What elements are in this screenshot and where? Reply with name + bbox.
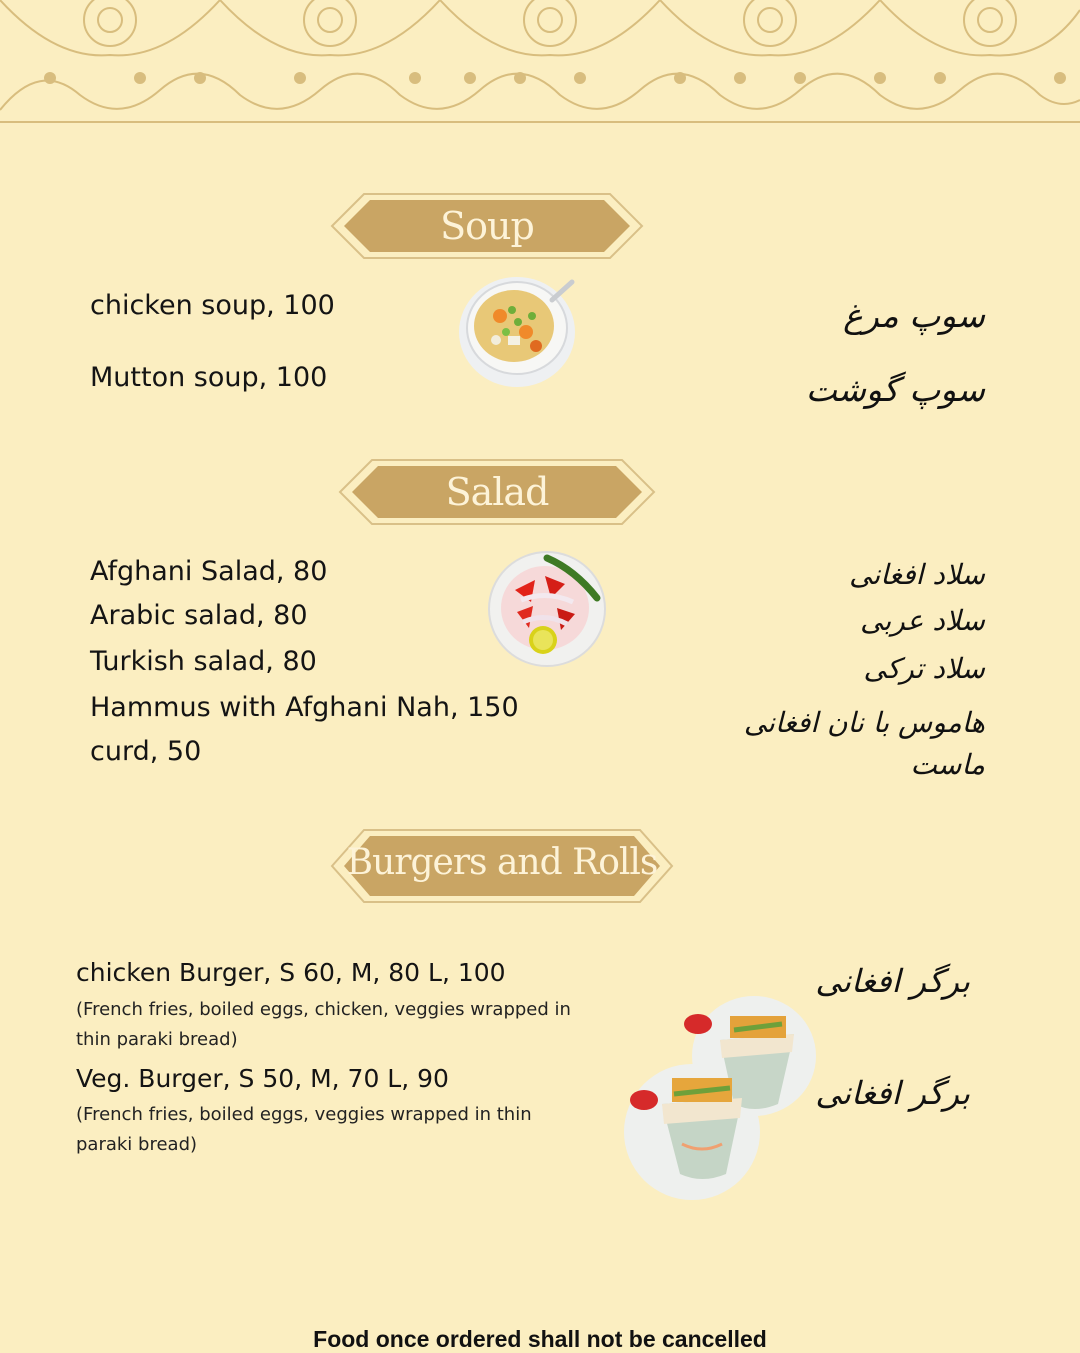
menu-item-chicken-burger-note: (French fries, boiled eggs, chicken, veggies wrapped in thin paraki bread): [76, 999, 571, 1050]
menu-item-hammus: Hammus with Afghani Nah, 150: [90, 692, 519, 723]
section-title-burgers: Burgers and Rolls: [346, 841, 658, 883]
menu-item-turkish-salad: Turkish salad, 80: [90, 646, 317, 677]
menu-item-veg-burger-note: (French fries, boiled eggs, veggies wrapped in thin paraki bread): [76, 1104, 532, 1155]
salad-plate-photo: [487, 550, 607, 668]
urdu-mutton-soup: سوپ گوشت: [805, 370, 985, 409]
urdu-hammus: هاموس با نان افغانی: [743, 706, 985, 739]
menu-item-veg-burger: Veg. Burger, S 50, M, 70 L, 90: [76, 1064, 449, 1093]
urdu-afghani-salad: سلاد افغانی: [849, 558, 985, 591]
soup-banner: [330, 190, 644, 262]
urdu-chicken-burger: برگر افغانی: [815, 962, 970, 1000]
burgers-banner: [330, 826, 674, 898]
footer-notice: Food once ordered shall not be cancelled: [313, 1326, 767, 1352]
urdu-turkish-salad: سلاد ترکی: [863, 652, 985, 685]
soup-bowl-photo: [456, 270, 578, 390]
section-title-salad: Salad: [445, 470, 549, 514]
wrap-rolls-photo: [622, 994, 818, 1204]
menu-item-chicken-soup: chicken soup, 100: [90, 290, 335, 321]
urdu-chicken-soup: سوپ مرغ: [843, 296, 985, 335]
urdu-curd: ماست: [910, 748, 985, 781]
section-title-soup: Soup: [440, 204, 534, 248]
salad-banner: [338, 456, 656, 528]
urdu-arabic-salad: سلاد عربی: [860, 604, 985, 637]
menu-item-curd: curd, 50: [90, 736, 202, 767]
floral-border: [0, 0, 1080, 125]
menu-item-afghani-salad: Afghani Salad, 80: [90, 556, 328, 587]
urdu-veg-burger: برگر افغانی: [815, 1074, 970, 1112]
menu-item-chicken-burger: chicken Burger, S 60, M, 80 L, 100: [76, 958, 506, 987]
menu-item-mutton-soup: Mutton soup, 100: [90, 362, 328, 393]
menu-item-arabic-salad: Arabic salad, 80: [90, 600, 308, 631]
